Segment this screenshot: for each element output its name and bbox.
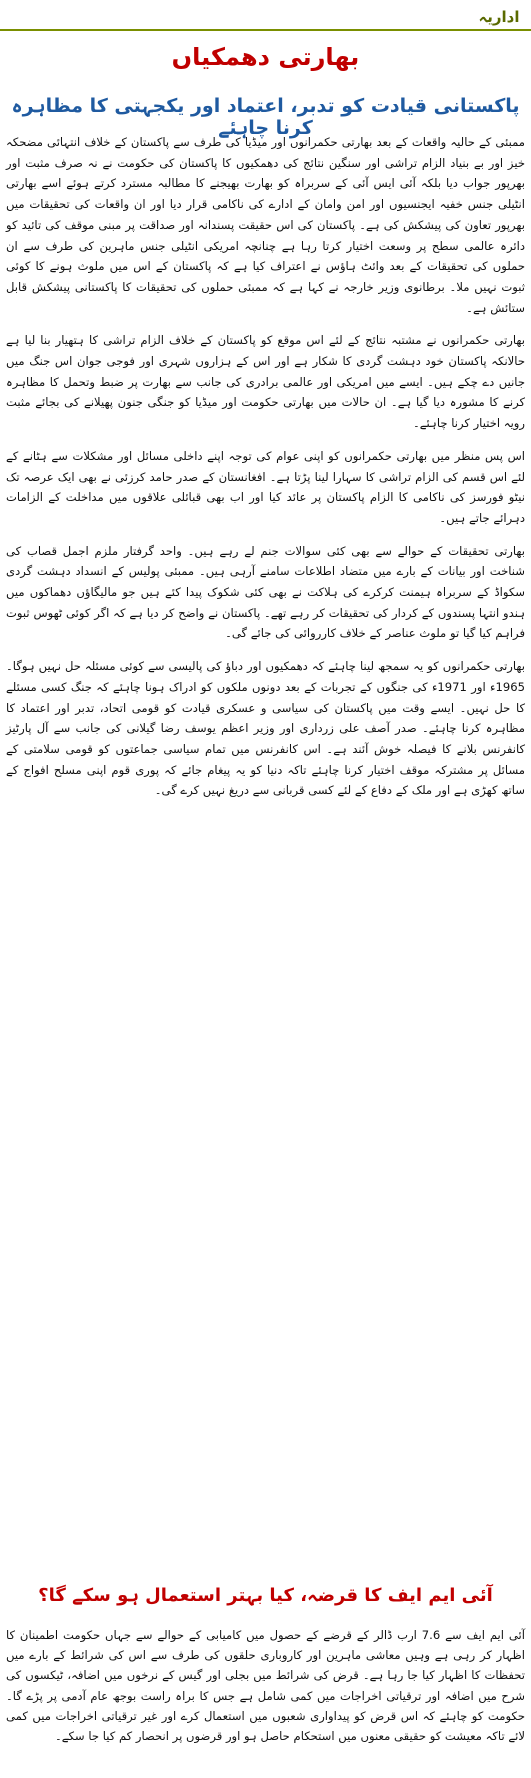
- header-rule: [0, 29, 531, 31]
- paragraph: بھارتی تحقیقات کے حوالے سے بھی کئی سوالات جنم لے رہے ہیں۔ واحد گرفتار ملزم اجمل قصاب کی شناخت اور بیانات کے بارے میں متضاد اطلاعات سامنے آرہی ہیں۔ ممبئی پولیس کے انسداد دہشت گردی سکواڈ کے سربراہ ہیمنت کرکرے کی ہلاکت نے بھی کئی شکوک پیدا کئے ہیں جو مالیگاؤں دھماکوں میں ہندو انتہا پسندوں کے کردار کی تحقیقات کر رہے تھے۔ پاکستان نے واضح کر دیا ہے کہ اگر کوئی ٹھوس ثبوت فراہم کیا گیا تو ملوث عناصر کے خلاف کارروائی کی جائے گی۔: [6, 543, 525, 641]
- paragraph: بھارتی حکمرانوں نے مشتبہ نتائج کے لئے اس موقع کو پاکستان کے خلاف الزام تراشی کا ہتھیار بنا لیا ہے حالانکہ پاکستان خود دہشت گردی کا شکار ہے اور اس کے ہزاروں شہری اور فوجی جوان اس جنگ میں جانیں دے چکے ہیں۔ ایسے میں امریکی اور عالمی برادری کی جانب سے بھارت پر ضبط وتحمل کا مظاہرہ کرنے کا مشورہ دیا گیا ہے۔ ان حالات میں بھارتی حکومت اور میڈیا کو جنگی جنون پھیلانے کی بجائے مثبت رویہ اختیار کرنا چاہئے۔: [6, 333, 525, 431]
- paragraph: ممبئی کے حالیہ واقعات کے بعد بھارتی حکمرانوں اور میڈیا کی طرف سے پاکستان کے خلاف انتہائی مضحکہ خیز اور بے بنیاد الزام تراشی اور سنگین نتائج کی دھمکیوں کا پاکستان کی حکومت نے نہ صرف مثبت اور بھرپور جواب دیا بلکہ آئی ایس آئی کے سربراہ کو بھارت بھیجنے کا مطالبہ مسترد کرتے ہوئے اسے بھارتی انٹیلی جنس خفیہ ایجنسیوں اور امن وامان کے ادارے کی ناکامی قرار دیا اور ان واقعات کی تحقیقات میں بھرپور تعاون کی پیشکش کی ہے۔ پاکستان کی اس حقیقت پسندانہ اور صداقت پر مبنی موقف کی تائید کو دائرہ عالمی سطح پر وسعت اختیار کرتا رہا ہے چنانچہ امریکی انٹیلی جنس ماہرین کی طرف سے ان حملوں کی تحقیقات کے بعد وائٹ ہاؤس نے اعتراف کیا ہے کہ پاکستان کے اس میں ملوث ہونے کا کوئی ثبوت نہیں ملا۔ برطانوی وزیر خارجہ نے کہا ہے کہ ممبئی حملوں کی تحقیقات کا پاکستانی پیشکش قابل ستائش ہے۔: [6, 135, 525, 315]
- paragraph: آئی ایم ایف سے 7.6 ارب ڈالر کے قرضے کے حصول میں کامیابی کے حوالے سے جہاں حکومت اطمینان کا اظہار کر رہی ہے وہیں معاشی ماہرین اور کاروباری حلقوں کی طرف سے اس کی شرائط کے بارے میں تحفظات کا اظہار کیا جا رہا ہے۔ قرض کی شرائط میں بجلی اور گیس کے نرخوں میں اضافہ، ٹیکسوں کی شرح میں اضافہ اور ترقیاتی اخراجات میں کمی شامل ہے جس کا براہ راست بوجھ عام آدمی پر پڑے گا۔ حکومت کو چاہئے کہ اس قرض کو پیداواری شعبوں میں استعمال کرے اور غیر ترقیاتی اخراجات میں کمی لائے تاکہ معیشت کو حقیقی معنوں میں استحکام حاصل ہو اور قرضوں پر انحصار کم کیا جا سکے۔: [6, 1628, 525, 1744]
- section-label: اداریہ: [467, 6, 531, 28]
- editorial-headline: بھارتی دھمکیاں: [171, 43, 360, 71]
- editorial-body: [6, 132, 525, 813]
- paragraph: اس پس منظر میں بھارتی حکمرانوں کو اپنی عوام کی توجہ اپنے داخلی مسائل اور مشکلات سے ہٹانے کے لئے اس قسم کی الزام تراشی کا سہارا لینا پڑتا ہے۔ افغانستان کے صدر حامد کرزئی نے بھی ایک عرصہ تک نیٹو فورسز کی ناکامی کا الزام پاکستان پر عائد کیا اور اب بھی قبائلی علاقوں میں مداخلت کے الزامات دہرائے جاتے ہیں۔: [6, 448, 525, 525]
- second-editorial-headline: آئی ایم ایف کا قرضہ، کیا بہتر استعمال ہو سکے گا؟: [38, 1585, 493, 1606]
- paragraph: بھارتی حکمرانوں کو یہ سمجھ لینا چاہئے کہ دھمکیوں اور دباؤ کی پالیسی سے کوئی مسئلہ حل نہیں ہوگا۔ 1965ء اور 1971ء کی جنگوں کے تجربات کے بعد دونوں ملکوں کو ادراک ہونا چاہئے کہ جنگ کسی مسئلے کا حل نہیں۔ ایسے وقت میں پاکستان کی سیاسی و عسکری قیادت کو قومی اتحاد، تدبر اور اعتماد کا مظاہرہ کرنا چاہئے۔ صدر آصف علی زرداری اور وزیر اعظم یوسف رضا گیلانی کی جانب سے آل پارٹیز کانفرنس بلانے کا فیصلہ خوش آئند ہے۔ اس کانفرنس میں تمام سیاسی جماعتوں کو قومی سلامتی کے مسائل پر مشترکہ موقف اختیار کرنا چاہئے تاکہ دنیا کو یہ پیغام جائے کہ پوری قوم اپنی مسلح افواج کے ساتھ کھڑی ہے اور ملک کے دفاع کے لئے کسی قربانی سے دریغ نہیں کرے گی۔: [6, 659, 525, 798]
- second-editorial-body: [6, 1625, 525, 1746]
- editorial-subheadline: پاکستانی قیادت کو تدبر، اعتماد اور یکجہتی کا مظاہرہ کرنا چاہئے: [11, 95, 520, 139]
